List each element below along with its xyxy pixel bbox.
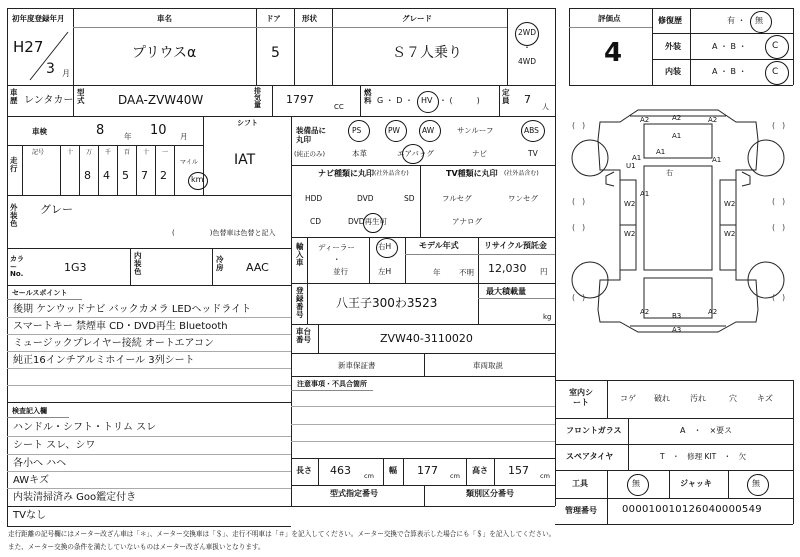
sales-line-0: 後期 ケンウッドナビ バックカメラ LEDヘッドライト [13, 304, 252, 315]
inspection-month-unit: 月 [180, 132, 188, 141]
sales-line-2: ミュージックプレイヤー接続 オートエアコン [13, 338, 214, 349]
seat-opt-3: 穴 [729, 394, 737, 403]
tv-sub: (社外品含む) [504, 170, 539, 177]
management-value: 000010010126040000549 [622, 504, 762, 515]
inspector-label: 検査記入欄 [12, 407, 47, 415]
mileage-digit-0: 8 [84, 169, 91, 182]
mileage-unit-5: 一 [162, 149, 169, 156]
inspection-month: 10 [150, 123, 167, 138]
registration-value: 八王子300わ3523 [336, 296, 438, 310]
color-value: グレー [40, 203, 73, 216]
ac-label: 冷房 [216, 255, 224, 272]
mark-12: W2 [724, 200, 736, 208]
mark-11: A1 [640, 190, 650, 198]
inspection-label: 車検 [32, 127, 47, 136]
displacement-label: 排気量 [254, 87, 261, 110]
registration-label: 登録番号 [296, 286, 304, 319]
grade-value: Ｓ７人乗り [392, 45, 462, 61]
model-year-label: モデル年式 [419, 241, 459, 250]
bracket-r7: ( [772, 293, 776, 302]
inspector-line-0: ハンドル・シフト・トリム スレ [13, 422, 157, 433]
seat-opt-4: キズ [757, 394, 773, 403]
width-unit: cm [450, 472, 460, 480]
bracket-l7: ( [572, 293, 576, 302]
chassis-value: ZVW40-3110020 [380, 332, 473, 345]
bracket-r6: ) [782, 223, 786, 232]
score-label: 評価点 [598, 14, 621, 23]
management-label: 管理番号 [565, 506, 597, 515]
mileage-digit-2: 5 [122, 169, 129, 182]
exterior-options: A ・ B ・ [712, 42, 747, 51]
interior-color-label: 内装色 [134, 251, 142, 276]
height-value: 157 [508, 464, 529, 477]
fuel-hv: HV [421, 96, 433, 105]
mark-5: U1 [626, 162, 636, 170]
mark-15: A2 [708, 308, 718, 316]
model-label: 型式 [77, 88, 85, 105]
import-right: 右H [378, 242, 392, 251]
mileage-symbol-label: 記号 [32, 149, 45, 156]
displacement-value: 1797 [286, 93, 314, 106]
spare-tire-options: T ・ 修理 KIT ・ 欠 [660, 452, 747, 461]
exterior-selected: C [772, 41, 779, 51]
mark-1: A2 [672, 114, 682, 122]
mark-13: W2 [724, 230, 736, 238]
shape-label: 形状 [302, 14, 317, 23]
interior-options: A ・ B ・ [712, 67, 747, 76]
mileage-unit-0: 十 [67, 149, 74, 156]
mark-6: A1 [632, 154, 642, 162]
tv-label: TV種類に丸印 [446, 169, 498, 178]
reg-month: 3 [46, 61, 55, 77]
recycle-unit: 円 [540, 267, 548, 276]
mileage-label: 走行 [10, 156, 18, 173]
car-name: プリウスα [132, 45, 197, 61]
type-designation-label: 型式指定番号 [330, 489, 378, 498]
capacity-unit: 人 [542, 103, 549, 111]
navi-label: ナビ種類に丸印 [318, 169, 374, 178]
tools-value: 無 [632, 479, 640, 488]
usage-value: レンタカー [24, 95, 74, 106]
sales-line-3: 純正16インチアルミホイール 3列シート [13, 355, 195, 366]
navi-dvd-play: DVD再生可 [348, 217, 388, 226]
repair-options: 有 ・ [727, 16, 746, 25]
tv-fullseg: フルセグ [442, 194, 472, 203]
grade-label: グレード [402, 14, 432, 23]
exterior-label: 外装 [665, 42, 681, 51]
capacity-value: 7 [524, 93, 531, 106]
capacity-label: 定員 [502, 88, 510, 105]
tv-analog: アナログ [452, 217, 482, 226]
shift-value: IAT [234, 152, 256, 168]
import-left: 左H [378, 267, 392, 276]
navi-cd: CD [310, 217, 322, 226]
bracket-l3: ( [572, 197, 576, 206]
import-label: 輸入車 [296, 242, 304, 267]
navi-hdd: HDD [305, 194, 323, 203]
inspector-line-1: シート スレ、シワ [13, 440, 96, 451]
mark-3: A1 [672, 132, 682, 140]
shift-label: シフト [237, 119, 258, 127]
bracket-l8: ) [582, 293, 586, 302]
mark-2: A2 [708, 116, 718, 124]
windshield-options: A ・ ×要ス [680, 426, 733, 435]
mark-8: 右 [666, 169, 673, 177]
mark-14: A2 [640, 308, 650, 316]
length-value: 463 [330, 464, 351, 477]
inspection-year: 8 [96, 123, 105, 138]
max-load-unit: kg [543, 313, 552, 321]
bracket-r2: ) [782, 121, 786, 130]
drive-2wd: 2WD [518, 28, 536, 37]
car-name-label: 車名 [157, 14, 172, 23]
spare-tire-label: スペアタイヤ [566, 452, 614, 461]
bracket-l6: ) [582, 223, 586, 232]
mileage-unit-3: 百 [124, 149, 131, 156]
bracket-r8: ) [782, 293, 786, 302]
bracket-l5: ( [572, 223, 576, 232]
color-code-label: カラーNo. [10, 255, 24, 279]
max-load-label: 最大積載量 [486, 287, 526, 296]
chassis-label: 車台番号 [296, 327, 311, 345]
mark-10: W2 [624, 230, 636, 238]
inspection-year-unit: 年 [124, 132, 132, 141]
equip-navi: ナビ [472, 149, 487, 158]
new-car-warranty: 新車保証書 [338, 361, 376, 370]
equip-abs: ABS [524, 126, 539, 135]
door-label: ドア [266, 14, 281, 23]
equipment-sublabel: (純正のみ) [294, 150, 326, 158]
equip-sunroof: サンルーフ [457, 126, 494, 135]
model-year-unit: 年 [433, 268, 441, 277]
drive-dot: ・ [523, 43, 531, 52]
import-parallel: 並行 [333, 267, 348, 276]
height-label: 高さ [472, 466, 488, 475]
mark-16: B3 [672, 312, 682, 320]
equip-aw: AW [422, 126, 435, 135]
score-value: 4 [604, 38, 623, 68]
jack-label: ジャッキ [680, 479, 712, 488]
usage-label: 車歴 [10, 88, 18, 105]
footer-line-2: また、メーター交換の条件を満たしていないものはメーター改ざん車扱いとなります。 [8, 543, 265, 551]
interior-label: 内装 [665, 67, 681, 76]
import-dot: ・ [333, 255, 341, 264]
jack-value: 無 [752, 479, 760, 488]
vehicle-manual: 車両取説 [473, 361, 503, 370]
inspector-line-5: TVなし [13, 510, 46, 521]
bracket-l1: ( [572, 121, 576, 130]
model-value: DAA-ZVW40W [118, 93, 204, 107]
color-label: 外装色 [10, 203, 18, 228]
mileage-digit-1: 4 [103, 169, 110, 182]
mileage-unit-4: 十 [143, 149, 150, 156]
notes-label: 注意事項・不具合箇所 [297, 380, 367, 388]
bracket-r5: ( [772, 223, 776, 232]
seat-opt-0: コゲ [620, 394, 636, 403]
equip-leather: 本革 [352, 149, 367, 158]
inspector-line-2: 各小へ ハヘ [13, 458, 67, 469]
mileage-digit-3: 7 [141, 169, 148, 182]
mark-17: A3 [672, 326, 682, 334]
tv-oneseg: ワンセグ [508, 194, 538, 203]
length-label: 長さ [296, 466, 312, 475]
class-designation-label: 類別区分番号 [466, 489, 514, 498]
navi-sd: SD [404, 194, 415, 203]
drive-4wd: 4WD [518, 57, 536, 66]
seat-opt-2: 汚れ [690, 394, 706, 403]
recycle-label: リサイクル預託金 [484, 241, 547, 250]
reg-era: H27 [13, 38, 44, 56]
model-year-unknown: 不明 [459, 268, 474, 277]
fuel-paren: ・ ( ) [439, 96, 480, 105]
mark-7: A1 [712, 156, 722, 164]
height-unit: cm [540, 472, 550, 480]
mileage-unit-2: 千 [105, 149, 112, 156]
width-value: 177 [417, 464, 438, 477]
fuel-label: 燃料 [364, 88, 372, 105]
mark-9: W2 [624, 200, 636, 208]
windshield-label: フロントガラス [566, 426, 622, 435]
bracket-l2: ) [582, 121, 586, 130]
mark-4: A1 [656, 148, 666, 156]
bracket-l4: ) [582, 197, 586, 206]
color-note: ( )色替車は色替と記入 [172, 229, 276, 237]
equip-airbag: エアバッグ [397, 149, 434, 158]
km-unit: km [191, 175, 204, 184]
equip-pw: PW [388, 126, 400, 135]
mile-label: マイル [180, 159, 198, 166]
seat-opt-1: 破れ [654, 394, 670, 403]
mileage-unit-1: 万 [86, 149, 93, 156]
first-reg-label: 初年度登録年月 [12, 14, 65, 23]
ac-value: AAC [246, 261, 269, 274]
length-unit: cm [364, 472, 374, 480]
equip-ps: PS [352, 126, 362, 135]
cc-unit: CC [334, 103, 344, 111]
sales-line-1: スマートキー 禁煙車 CD・DVD再生 Bluetooth [13, 321, 228, 332]
tools-label: 工具 [572, 479, 588, 488]
bracket-r1: ( [772, 121, 776, 130]
footer-line-1: 走行距離の記号欄にはメーター改ざん車は「＊」、メーター交換車は「＄」、走行不明車は「＃」を記入してください。メーター交換で合算表示した場合にも「＄」を記入してください。 [8, 530, 556, 538]
equipment-label: 装備品に丸印 [296, 126, 326, 144]
car-damage-diagram [560, 100, 796, 340]
recycle-value: 12,030 [488, 262, 527, 275]
inspector-line-3: AWキズ [13, 475, 49, 486]
sales-points-label: セールスポイント [12, 289, 68, 297]
inspector-line-4: 内装清掃済み Goo鑑定付き [13, 492, 137, 503]
mileage-digit-4: 2 [160, 169, 167, 182]
bracket-r4: ) [782, 197, 786, 206]
mark-0: A2 [640, 116, 650, 124]
import-dealer: ディーラー [318, 243, 355, 252]
color-code-value: 1G3 [64, 261, 87, 274]
bracket-r3: ( [772, 197, 776, 206]
navi-dvd: DVD [357, 194, 374, 203]
interior-selected: C [772, 67, 779, 77]
door-count: 5 [271, 45, 280, 61]
seat-label: 室内シート [569, 388, 593, 408]
fuel-options: G ・ D ・ [377, 96, 413, 105]
repair-selected: 無 [755, 16, 763, 25]
width-label: 幅 [389, 466, 397, 475]
repair-label: 修復歴 [658, 16, 682, 25]
navi-sub: (社外品含む) [374, 170, 409, 177]
equip-tv: TV [528, 149, 538, 158]
reg-month-unit: 月 [62, 69, 70, 78]
